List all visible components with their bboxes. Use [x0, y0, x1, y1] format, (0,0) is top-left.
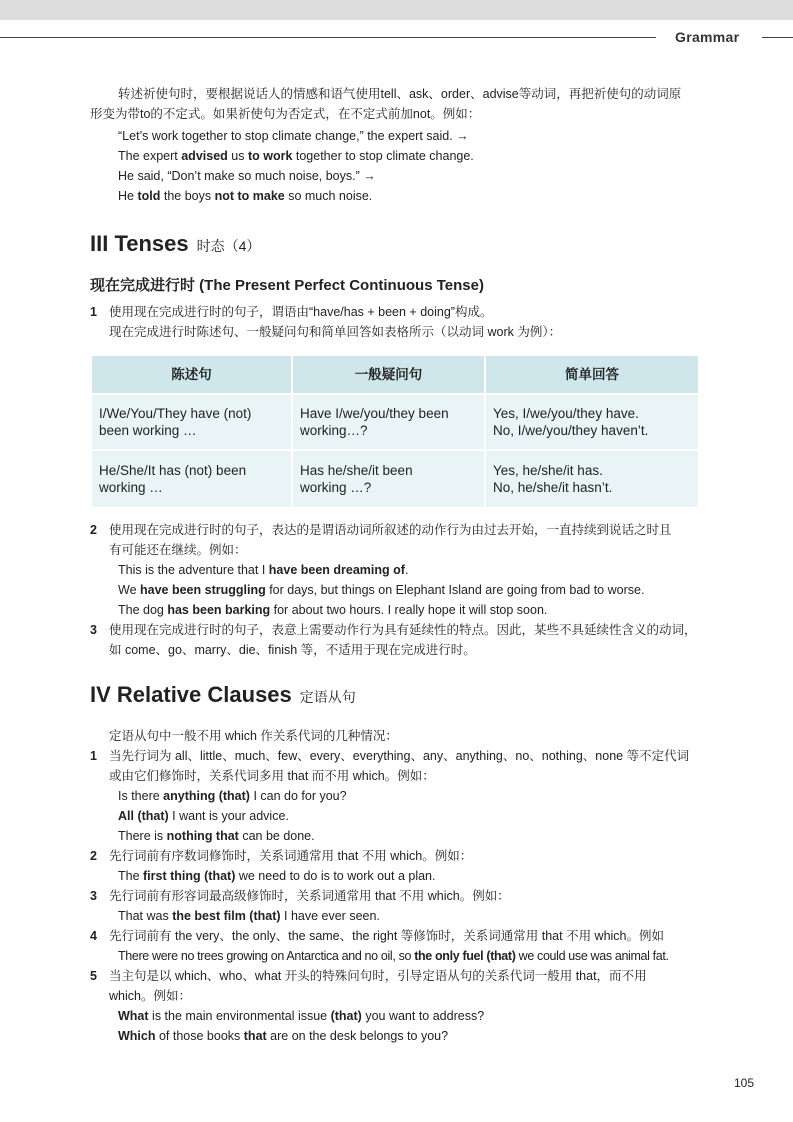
item-number: 1 [90, 305, 97, 319]
example-sentence: That was the best film (that) I have ever seen. [118, 909, 380, 923]
table-row [91, 394, 699, 450]
rule-line: 先行词前有 the very、the only、the same、the right 等修饰时，关系词通常用 that 不用 which。例如 [109, 929, 664, 943]
example-sentence: The expert advised us to work together to stop climate change. [118, 149, 474, 163]
item-number: 3 [90, 889, 97, 903]
table-cell: I/We/You/They have (not) been working … [91, 394, 292, 450]
rule-line: 或由它们修饰时，关系代词多用 that 而不用 which。例如： [109, 769, 435, 783]
example-sentence: We have been struggling for days, but things on Elephant Island are going from bad to worse. [118, 583, 645, 597]
example-sentence: All (that) I want is your advice. [118, 809, 289, 823]
table-cell: Have I/we/you/they been working…? [292, 394, 485, 450]
column-header: 陈述句 [91, 355, 292, 394]
example-sentence: He told the boys not to make so much noise. [118, 189, 373, 203]
example-sentence: Is there anything (that) I can do for you? [118, 789, 347, 803]
column-header: 一般疑问句 [292, 355, 485, 394]
page-number: 105 [734, 1076, 755, 1090]
rule-line: 有可能还在继续。例如： [109, 543, 247, 557]
example-sentence: There is nothing that can be done. [118, 829, 315, 843]
top-gray-band [0, 0, 793, 20]
example-sentence: He said, “Don’t make so much noise, boys.” → [118, 169, 376, 183]
example-sentence: “Let’s work together to stop climate change,” the expert said. → [118, 129, 469, 143]
table-row [91, 450, 699, 508]
rule-line: 当主句是以 which、who、what 开头的特殊问句时，引导定语从句的关系代词一般用 that，而不用 [109, 969, 647, 983]
column-header: 简单回答 [485, 355, 699, 394]
rule-line: 当先行词为 all、little、much、few、every、everything、any、anything、no、nothing、none 等不定代词 [109, 749, 690, 763]
rule-line: 使用现在完成进行时的句子，表意上需要动作行为具有延续性的特点。因此，某些不具延续性含义的动词， [109, 623, 697, 637]
example-sentence: This is the adventure that I have been dreaming of. [118, 563, 409, 577]
header-rule-left [0, 37, 656, 38]
table-cell: Yes, I/we/you/they have. No, I/we/you/they haven’t. [485, 394, 699, 450]
table-cell: Has he/she/it been working …? [292, 450, 485, 508]
rule-line: which。例如： [109, 989, 191, 1003]
header-rule-right [762, 37, 793, 38]
item-number: 5 [90, 969, 97, 983]
running-head: Grammar [675, 29, 740, 45]
item-number: 2 [90, 523, 97, 537]
table-cell: Yes, he/she/it has. No, he/she/it hasn’t. [485, 450, 699, 508]
example-sentence: The first thing (that) we need to do is to work out a plan. [118, 869, 436, 883]
rule-line: 先行词前有形容词最高级修饰时，关系词通常用 that 不用 which。例如： [109, 889, 510, 903]
rule-line: 现在完成进行时陈述句、一般疑问句和简单回答如表格所示（以动词 work 为例）： [109, 325, 562, 339]
item-number: 1 [90, 749, 97, 763]
tense-forms-table [90, 354, 700, 509]
intro-line: 转述祈使句时，要根据说话人的情感和语气使用tell、ask、order、advise等动词，再把祈使句的动词原 [118, 87, 682, 101]
table-header-row [91, 355, 699, 394]
rule-line: 使用现在完成进行时的句子，表达的是谓语动词所叙述的动作行为由过去开始，一直持续到说话之时且 [109, 523, 672, 537]
item-number: 4 [90, 929, 97, 943]
section-intro: 定语从句中一般不用 which 作关系代词的几种情况： [109, 729, 398, 743]
section-heading-relative-clauses: IV Relative Clauses 定语从句 [90, 682, 356, 707]
item-number: 2 [90, 849, 97, 863]
item-number: 3 [90, 623, 97, 637]
example-sentence: There were no trees growing on Antarctica and no oil, so the only fuel (that) we could use was animal fat. [118, 949, 669, 963]
rule-line: 如 come、go、marry、die、finish 等，不适用于现在完成进行时。 [109, 643, 476, 657]
rule-line: 先行词前有序数词修饰时，关系词通常用 that 不用 which。例如： [109, 849, 473, 863]
rule-line: 使用现在完成进行时的句子，谓语由“have/has + been + doing”构成。 [109, 305, 493, 319]
example-sentence: What is the main environmental issue (that) you want to address? [118, 1009, 485, 1023]
example-sentence: Which of those books that are on the desk belongs to you? [118, 1029, 449, 1043]
intro-line: 形变为带to的不定式。如果祈使句为否定式，在不定式前加not。例如： [90, 107, 481, 121]
section-heading-tenses: III Tenses 时态（4） [90, 231, 261, 256]
table-cell: He/She/It has (not) been working … [91, 450, 292, 508]
example-sentence: The dog has been barking for about two hours. I really hope it will stop soon. [118, 603, 548, 617]
subsection-heading: 现在完成进行时 (The Present Perfect Continuous Tense) [90, 277, 484, 294]
